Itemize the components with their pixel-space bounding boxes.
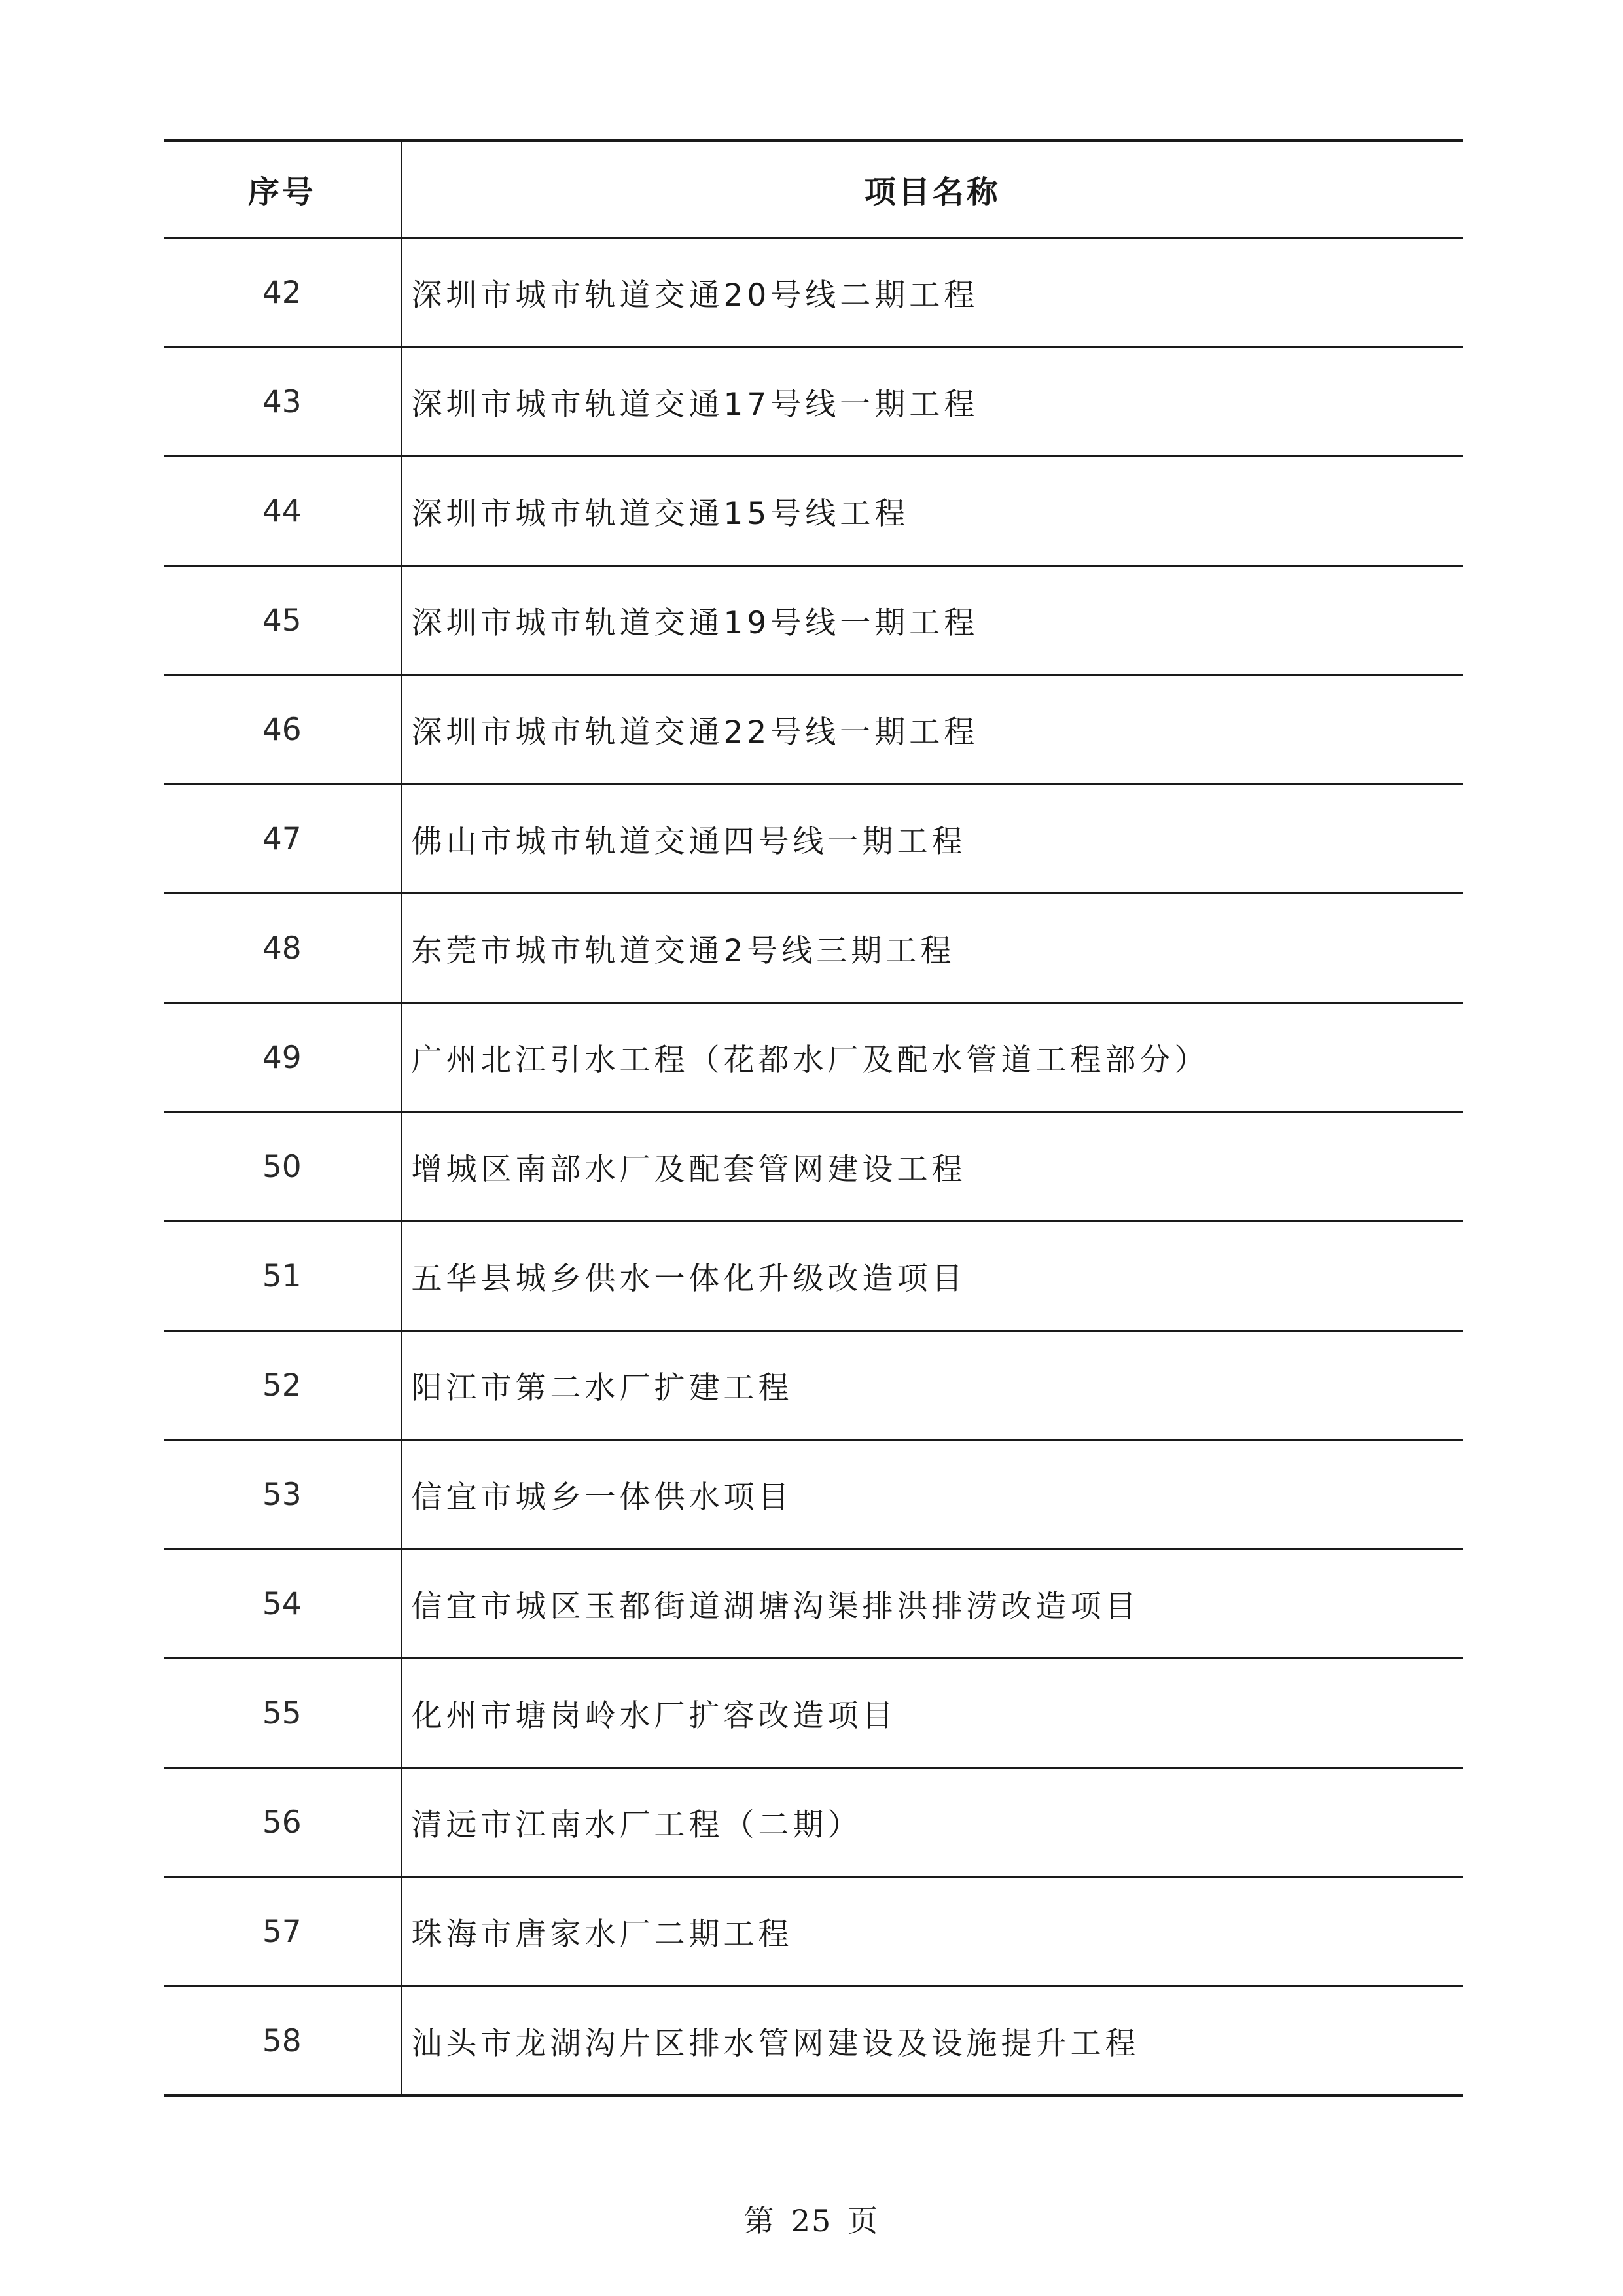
project-table [164,139,1463,2097]
row-project-name: 广州北江引水工程（花都水厂及配水管道工程部分） [401,1003,1463,1112]
table-header-row [164,141,1463,238]
table-row [164,457,1463,566]
table-row [164,566,1463,675]
row-project-name: 汕头市龙湖沟片区排水管网建设及设施提升工程 [401,1987,1463,2096]
row-project-name: 佛山市城市轨道交通四号线一期工程 [401,785,1463,894]
table-row [164,1987,1463,2096]
table-row [164,238,1463,347]
row-seq: 50 [164,1112,401,1222]
table-body [164,238,1463,2096]
row-project-name: 增城区南部水厂及配套管网建设工程 [401,1112,1463,1222]
row-seq: 45 [164,566,401,675]
table-row [164,1877,1463,1987]
row-seq: 42 [164,238,401,347]
row-seq: 48 [164,894,401,1003]
row-seq: 56 [164,1768,401,1877]
row-project-name: 东莞市城市轨道交通2号线三期工程 [401,894,1463,1003]
row-project-name: 深圳市城市轨道交通19号线一期工程 [401,566,1463,675]
row-project-name: 阳江市第二水厂扩建工程 [401,1331,1463,1440]
table-row [164,1331,1463,1440]
row-project-name: 深圳市城市轨道交通22号线一期工程 [401,675,1463,785]
row-seq: 44 [164,457,401,566]
row-seq: 47 [164,785,401,894]
header-seq: 序号 [164,141,401,238]
row-seq: 57 [164,1877,401,1987]
table-row [164,894,1463,1003]
header-project-name: 项目名称 [401,141,1463,238]
row-seq: 55 [164,1659,401,1768]
row-seq: 46 [164,675,401,785]
page-prefix: 第 [743,2203,776,2238]
row-project-name: 清远市江南水厂工程（二期） [401,1768,1463,1877]
page-number: 25 [791,2203,832,2238]
table-row [164,1003,1463,1112]
table-row [164,1222,1463,1331]
table-row [164,1659,1463,1768]
table-row [164,1440,1463,1549]
row-seq: 43 [164,347,401,457]
row-seq: 53 [164,1440,401,1549]
row-project-name: 信宜市城区玉都街道湖塘沟渠排洪排涝改造项目 [401,1549,1463,1659]
row-seq: 58 [164,1987,401,2096]
table-row [164,1112,1463,1222]
row-project-name: 化州市塘岗岭水厂扩容改造项目 [401,1659,1463,1768]
row-seq: 52 [164,1331,401,1440]
row-project-name: 信宜市城乡一体供水项目 [401,1440,1463,1549]
page-suffix: 页 [847,2203,880,2238]
row-project-name: 深圳市城市轨道交通15号线工程 [401,457,1463,566]
table-row [164,1549,1463,1659]
table-row [164,785,1463,894]
row-project-name: 珠海市唐家水厂二期工程 [401,1877,1463,1987]
row-project-name: 深圳市城市轨道交通20号线二期工程 [401,238,1463,347]
page-number-footer [0,2197,1623,2240]
row-project-name: 五华县城乡供水一体化升级改造项目 [401,1222,1463,1331]
row-project-name: 深圳市城市轨道交通17号线一期工程 [401,347,1463,457]
row-seq: 49 [164,1003,401,1112]
row-seq: 54 [164,1549,401,1659]
table-row [164,675,1463,785]
row-seq: 51 [164,1222,401,1331]
table-row [164,347,1463,457]
table-row [164,1768,1463,1877]
